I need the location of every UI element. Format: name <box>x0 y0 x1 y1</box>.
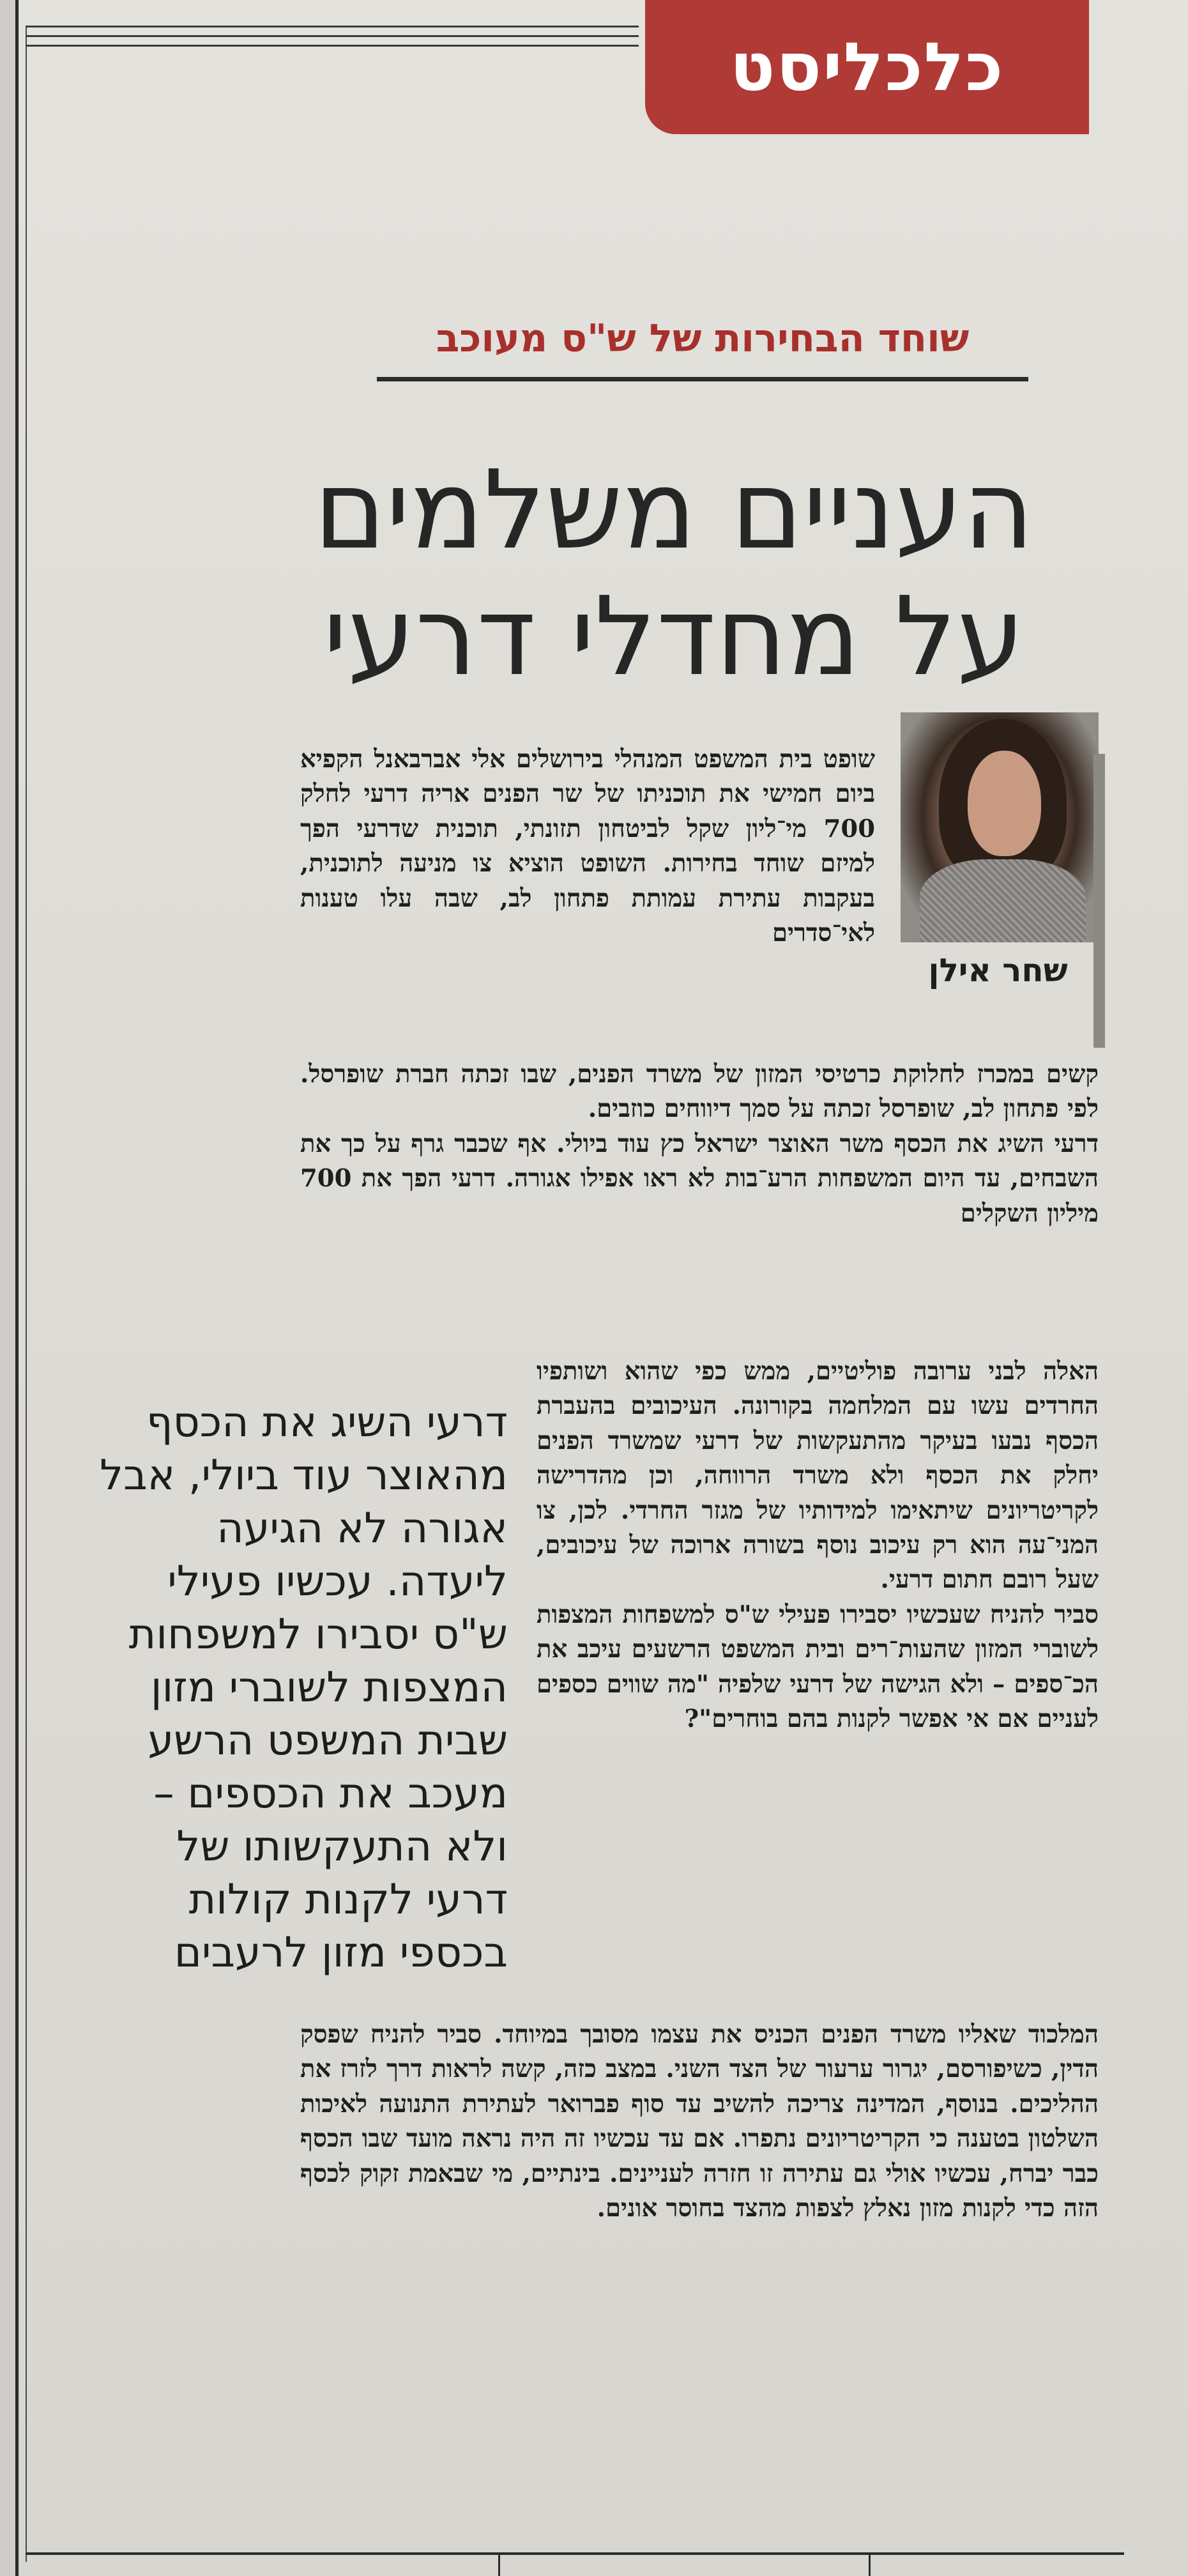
article-paragraph: האלה לבני ערובה פוליטיים, ממש כפי שהוא ושותפיו החרדים עשו עם המלחמה בקורונה. העיכובים בהעברת הכסף נבעו בעיקר מהתעקשות של דרעי שמשרד הפנים יחלק את הכסף ולא משרד הרווחה, וכן מהדרישה לקריטריונים שיתאימו למידותיו של מגזר החרדי. לכן, צו המני־עה הוא רק עיכוב נוסף בשורה ארוכה של עיכובים, שעל רובם חתום דרעי. <box>537 1357 1099 1595</box>
author-byline: שחר אילן <box>928 952 1068 989</box>
column-divider-outer <box>15 0 19 2576</box>
section-tab <box>645 0 1089 134</box>
bottom-tick <box>869 2552 871 2576</box>
photo-side-bar <box>1093 754 1105 1048</box>
article-paragraph: המלכוד שאליו משרד הפנים הכניס את עצמו מסובך במיוחד. סביר להניח שפסק הדין, כשיפורסם, יגרור ערעור של הצד השני. במצב כזה, קשה לראות דרך לזרז את ההליכים. בנוסף, המדינה צריכה להשיב עד סוף פברואר לעתירת התנועה לאיכות השלטון בטענה כי הקריטריונים נתפרו. אם עד עכשיו זה היה נראה מועד שבו הכסף כבר יברח, עכשיו אולי גם עתירה זו חזרה לעניינים. בינתיים, מי שבאמת זקוק לכסף הזה כדי לקנות מזון נאלץ לצפות מהצד בחוסר אונים. <box>300 2020 1099 2223</box>
article-paragraph: דרעי השיג את הכסף משר האוצר ישראל כץ עוד ביולי. אף שכבר גרף על כך את השבחים, עד היום המשפחות הרע־בות לא ראו אפילו אגורה. דרעי הפך את 700 מיליון השקלים <box>300 1129 1099 1228</box>
article-body-bottom <box>300 2018 1099 2226</box>
article-body-full <box>300 1057 1099 1231</box>
section-label: כלכליסט <box>729 28 1005 106</box>
article-paragraph: סביר להניח שעכשיו יסבירו פעילי ש"ס למשפחות המצפות לשוברי המזון שהעות־רים ובית המשפט הרשעים עיכב את הכ־ספים – ולא הגישה של דרעי שלפיה "מה שווים כספים לעניים אם אי אפשר לקנות בהם בוחרים"? <box>537 1600 1099 1734</box>
column-divider-inner <box>26 26 27 2562</box>
headline-line-2: על מחדלי דרעי <box>323 574 1025 700</box>
article-body-narrow <box>537 1354 1099 1736</box>
author-photo <box>901 712 1099 942</box>
article-paragraph: שופט בית המשפט המנהלי בירושלים אלי אברבאנל הקפיא ביום חמישי את תוכניתו של שר הפנים אריה דרעי לחלק 700 מי־ליון שקל לביטחון תזונתי, תוכנית שדרעי הפך למיזם שוחד בחירות. השופט הוציא צו מניעה לתוכנית, בעקבות עתירת עמותת פתחון לב, שבה עלו טענות לאי־סדרים <box>300 745 875 948</box>
header-rules <box>26 26 639 49</box>
bottom-tick <box>498 2552 500 2576</box>
article-kicker: שוחד הבחירות של ש"ס מעוכב <box>436 316 970 361</box>
article-paragraph: קשים במכרז לחלוקת כרטיסי המזון של משרד הפנים, שבו זכתה חברת שופרסל. לפי פתחון לב, שופרסל זכתה על סמך דיווחים כוזבים. <box>300 1060 1099 1124</box>
bottom-rule <box>26 2552 1124 2555</box>
pull-quote: דרעי השיג את הכסף מהאוצר עוד ביולי, אבל אגורה לא הגיעה ליעדה. עכשיו פעילי ש"ס יסבירו למשפחות המצפות לשוברי מזון שבית המשפט הרשע מעכב את הכספים – ולא התעקשותו של דרעי לקנות קולות בכספי מזון לרעבים <box>100 1399 508 1977</box>
kicker-underline <box>377 377 1028 381</box>
article-body-intro <box>300 742 875 951</box>
article-headline <box>255 447 1092 700</box>
headline-line-1: העניים משלמים <box>314 447 1034 574</box>
